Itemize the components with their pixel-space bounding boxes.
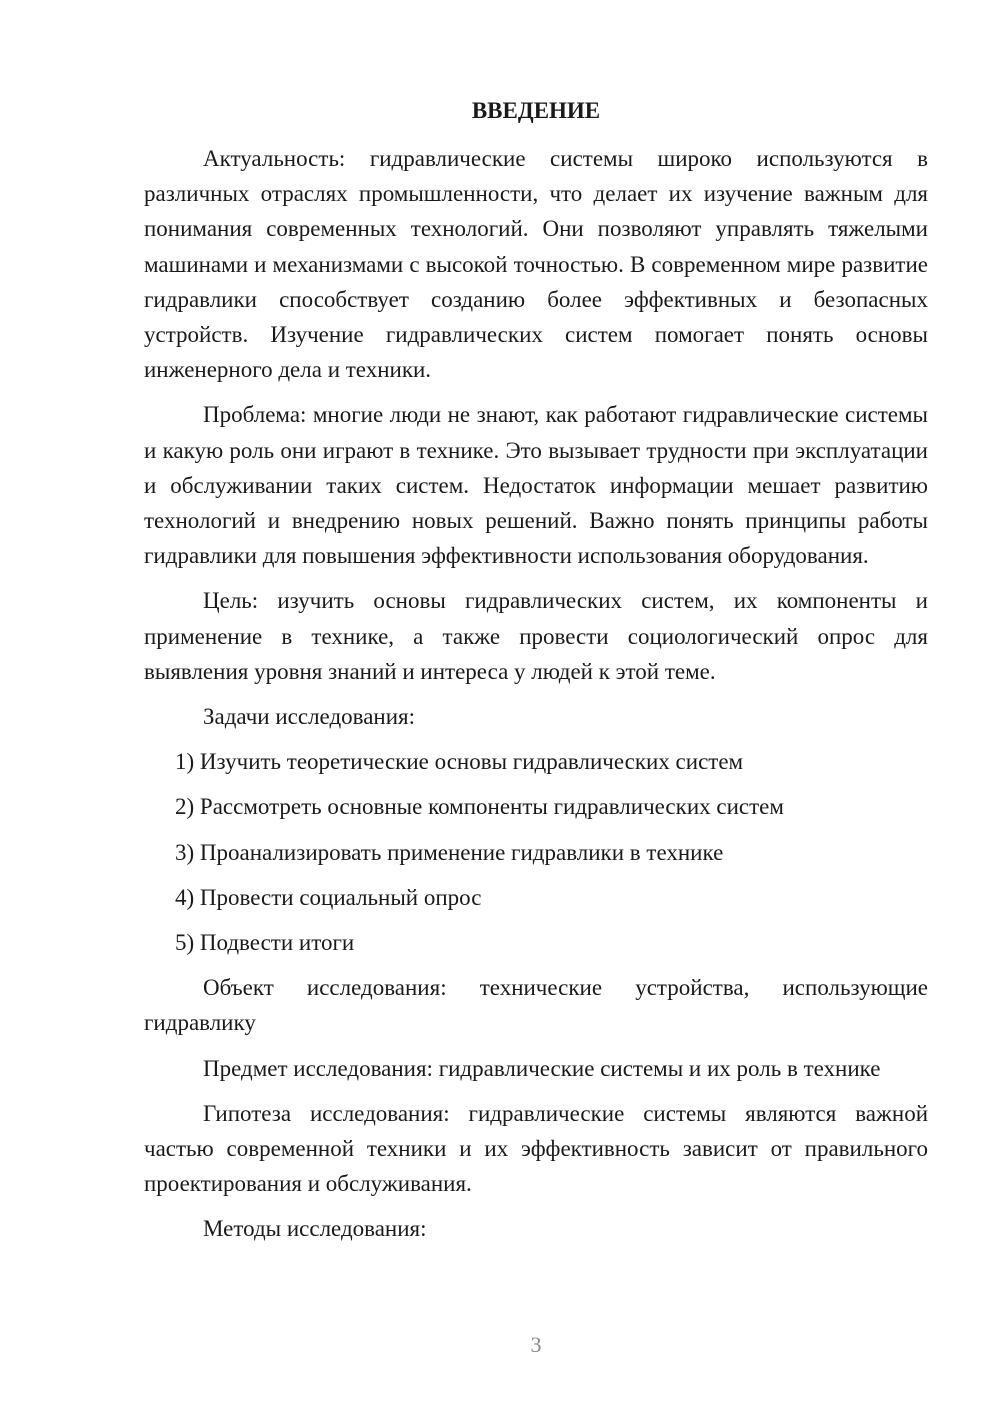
- section-title: ВВЕДЕНИЕ: [471, 98, 601, 123]
- problem-paragraph: Проблема: многие люди не знают, как работают гидравлические системы и какую роль они играют в технике. Это вызывает трудности при эксплуатации и обслуживании таких систем. Недостаток информации мешает развитию технологий и внедрению новых решений. Важно понять принципы работы гидравлики для повышения эффективности использования оборудования.: [144, 402, 928, 569]
- subject-paragraph: Предмет исследования: гидравлические системы и их роль в технике: [203, 1055, 881, 1081]
- tasks-heading: Задачи исследования:: [203, 704, 416, 730]
- task-item: 2) Рассмотреть основные компоненты гидравлических систем: [175, 794, 784, 820]
- task-item: 5) Подвести итоги: [175, 930, 355, 956]
- task-item: 4) Провести социальный опрос: [175, 884, 482, 910]
- object-paragraph: Объект исследования: технические устройства, использующие гидравлику: [144, 975, 928, 1036]
- goal-paragraph: Цель: изучить основы гидравлических систем, их компоненты и применение в технике, а также провести социологический опрос для выявления уровня знаний и интереса у людей к этой теме.: [144, 588, 928, 684]
- page-number: 3: [530, 1332, 542, 1357]
- task-item: 3) Проанализировать применение гидравлики в технике: [175, 839, 724, 865]
- relevance-paragraph: Актуальность: гидравлические системы широко используются в различных отраслях промышленности, что делает их изучение важным для понимания современных технологий. Они позволяют управлять тяжелыми машинами и механизмами с высокой точностью. В современном мире развитие гидравлики способствует созданию более эффективных и безопасных устройств. Изучение гидравлических систем помогает понять основы инженерного дела и техники.: [144, 146, 928, 383]
- methods-heading: Методы исследования:: [203, 1216, 427, 1242]
- hypothesis-paragraph: Гипотеза исследования: гидравлические системы являются важной частью современной техники и их эффективность зависит от правильного проектирования и обслуживания.: [144, 1100, 928, 1197]
- task-item: 1) Изучить теоретические основы гидравлических систем: [175, 749, 744, 775]
- body-text: [144, 141, 928, 1257]
